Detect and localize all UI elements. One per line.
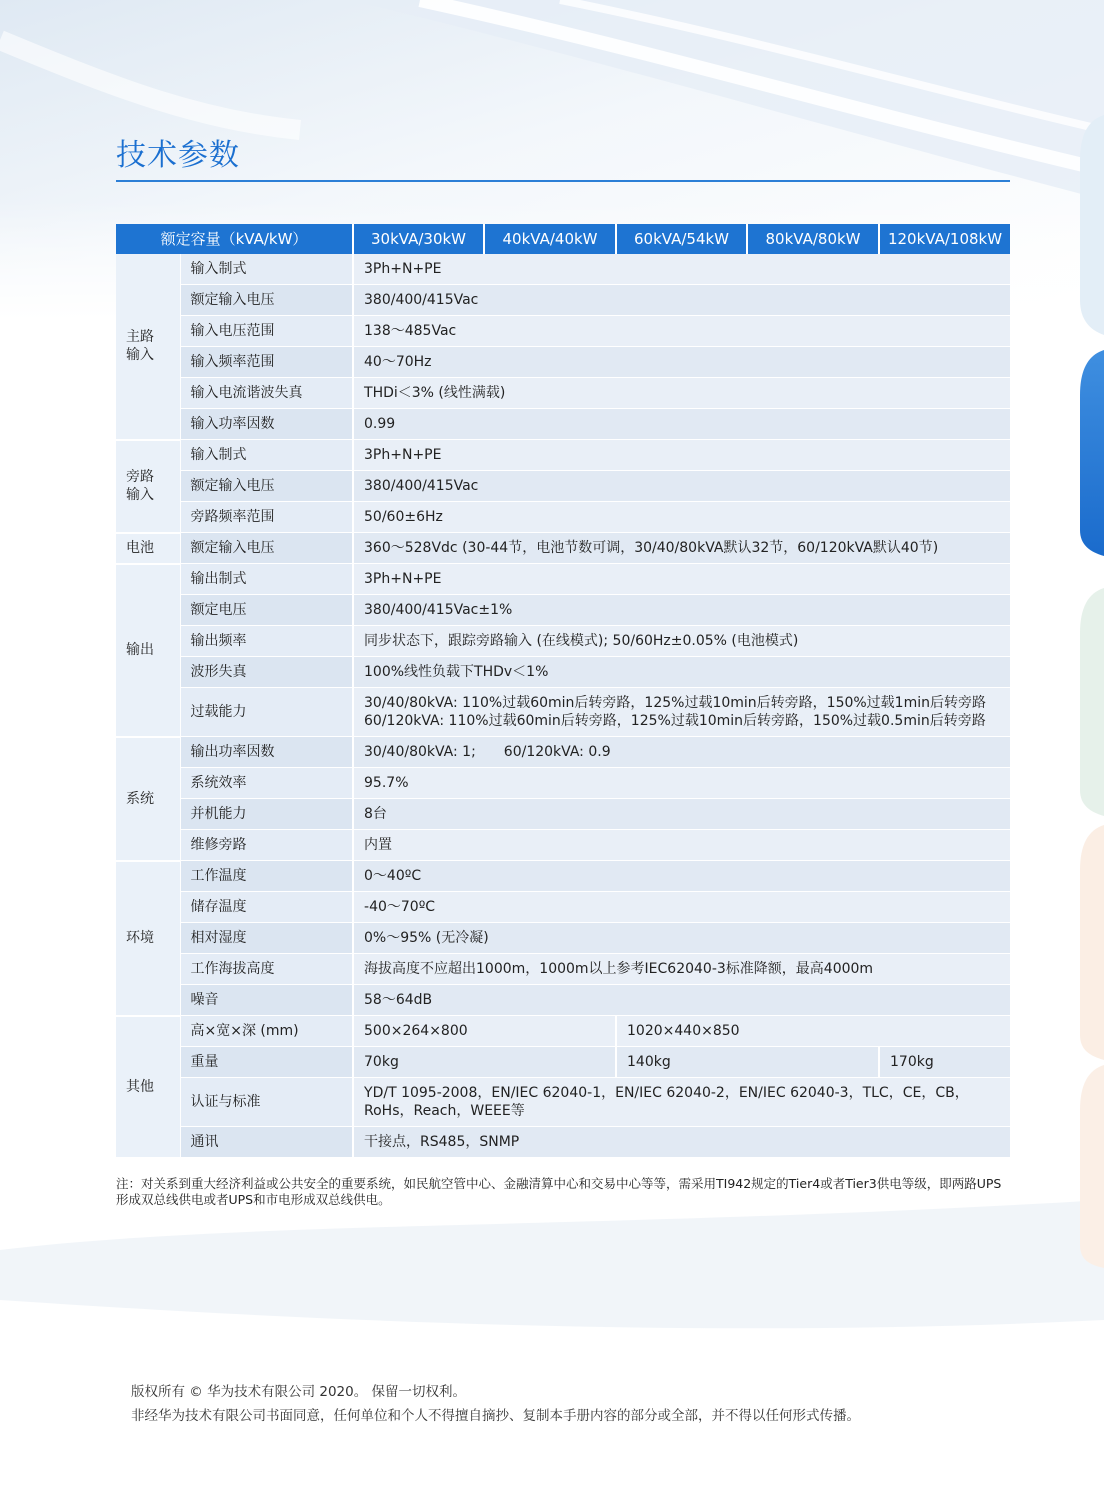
param-value: 58～64dB (353, 985, 1010, 1016)
param-value: 海拔高度不应超出1000m，1000m以上参考IEC62040-3标准降额，最高4000m (353, 954, 1010, 985)
title-divider (116, 180, 1010, 182)
group-label: 环境 (116, 861, 180, 1016)
param-value: 380/400/415Vac (353, 471, 1010, 502)
model-header: 80kVA/80kW (747, 224, 879, 254)
param-value: 30/40/80kVA: 1; 60/120kVA: 0.9 (353, 737, 1010, 768)
group-label: 其他 (116, 1016, 180, 1158)
param-value: -40～70ºC (353, 892, 1010, 923)
param-name: 输入制式 (180, 254, 353, 285)
table-row (116, 409, 1010, 440)
group-label: 电池 (116, 533, 180, 564)
param-value: 140kg (616, 1047, 879, 1078)
param-value: 干接点，RS485，SNMP (353, 1127, 1010, 1158)
param-name: 高×宽×深 (mm) (180, 1016, 353, 1047)
param-name: 并机能力 (180, 799, 353, 830)
table-row (116, 471, 1010, 502)
table-row (116, 830, 1010, 861)
param-name: 工作温度 (180, 861, 353, 892)
param-name: 认证与标准 (180, 1078, 353, 1127)
param-value: 1020×440×850 (616, 1016, 1010, 1047)
param-value: 100%线性负载下THDv＜1% (353, 657, 1010, 688)
param-value: 3Ph+N+PE (353, 254, 1010, 285)
param-value: 380/400/415Vac±1% (353, 595, 1010, 626)
param-name: 输出功率因数 (180, 737, 353, 768)
page-title: 技术参数 (116, 138, 240, 173)
param-name: 储存温度 (180, 892, 353, 923)
table-row (116, 533, 1010, 564)
param-value: 50/60±6Hz (353, 502, 1010, 533)
param-name: 系统效率 (180, 768, 353, 799)
group-name: 旁路 输入 (126, 469, 154, 503)
param-name: 额定输入电压 (180, 533, 353, 564)
param-value: 内置 (353, 830, 1010, 861)
spec-table (116, 224, 1010, 1159)
table-row (116, 502, 1010, 533)
group-label (116, 254, 180, 440)
footnote: 注：对关系到重大经济利益或公共安全的重要系统，如民航空管中心、金融清算中心和交易中心等等，需采用TI942规定的Tier4或者Tier3供电等级，即两路UPS形成双总线供电或者UPS和市电形成双总线供电。 (116, 1176, 1002, 1207)
param-name: 输入电流谐波失真 (180, 378, 353, 409)
param-name: 输入频率范围 (180, 347, 353, 378)
value-line: 60/120kVA: 110%过载60min后转旁路，125%过载10min后转旁路，150%过载0.5min后转旁路 (364, 713, 986, 729)
table-row (116, 1078, 1010, 1127)
param-value: 3Ph+N+PE (353, 440, 1010, 471)
param-name: 额定输入电压 (180, 285, 353, 316)
table-row (116, 737, 1010, 768)
param-value: 138～485Vac (353, 316, 1010, 347)
table-row (116, 954, 1010, 985)
table-row (116, 688, 1010, 737)
param-name: 输入电压范围 (180, 316, 353, 347)
table-row (116, 657, 1010, 688)
param-name: 通讯 (180, 1127, 353, 1158)
table-row (116, 316, 1010, 347)
param-value: 95.7% (353, 768, 1010, 799)
param-name: 重量 (180, 1047, 353, 1078)
copyright-line: 版权所有 © 华为技术有限公司 2020。 保留一切权利。 (131, 1384, 467, 1400)
param-value: 0.99 (353, 409, 1010, 440)
model-header: 60kVA/54kW (616, 224, 747, 254)
param-name: 输出频率 (180, 626, 353, 657)
param-name: 额定输入电压 (180, 471, 353, 502)
param-name: 输入制式 (180, 440, 353, 471)
param-name: 旁路频率范围 (180, 502, 353, 533)
param-value: 380/400/415Vac (353, 285, 1010, 316)
param-name: 额定电压 (180, 595, 353, 626)
table-row (116, 1127, 1010, 1158)
table-row (116, 861, 1010, 892)
param-value: 0～40ºC (353, 861, 1010, 892)
table-row (116, 378, 1010, 409)
param-name: 噪音 (180, 985, 353, 1016)
param-name: 相对湿度 (180, 923, 353, 954)
param-value: THDi＜3% (线性满载) (353, 378, 1010, 409)
table-row (116, 564, 1010, 595)
table-row (116, 768, 1010, 799)
table-row (116, 985, 1010, 1016)
table-row (116, 440, 1010, 471)
disclaimer-line: 非经华为技术有限公司书面同意，任何单位和个人不得擅自摘抄、复制本手册内容的部分或全部，并不得以任何形式传播。 (131, 1408, 860, 1424)
copyright-block (131, 1380, 860, 1428)
param-value (353, 688, 1010, 737)
table-row (116, 626, 1010, 657)
param-value: 同步状态下，跟踪旁路输入 (在线模式); 50/60Hz±0.05% (电池模式) (353, 626, 1010, 657)
value-line: 30/40/80kVA: 110%过载60min后转旁路，125%过载10min后转旁路，150%过载1min后转旁路 (364, 695, 986, 711)
param-name: 工作海拔高度 (180, 954, 353, 985)
value-line: YD/T 1095-2008，EN/IEC 62040-1，EN/IEC 62040-2，EN/IEC 62040-3，TLC，CE，CB， (364, 1085, 969, 1101)
table-row (116, 923, 1010, 954)
param-name: 输入功率因数 (180, 409, 353, 440)
param-value: 40～70Hz (353, 347, 1010, 378)
param-value: 0%～95% (无冷凝) (353, 923, 1010, 954)
model-header: 40kVA/40kW (484, 224, 616, 254)
param-name: 波形失真 (180, 657, 353, 688)
model-header: 120kVA/108kW (879, 224, 1010, 254)
table-row (116, 347, 1010, 378)
group-label (116, 440, 180, 533)
table-row (116, 285, 1010, 316)
param-name: 过载能力 (180, 688, 353, 737)
capacity-header: 额定容量（kVA/kW） (116, 224, 353, 254)
param-value: 8台 (353, 799, 1010, 830)
table-row (116, 254, 1010, 285)
group-name: 主路 输入 (126, 329, 154, 364)
param-value (353, 1078, 1010, 1127)
param-value: 3Ph+N+PE (353, 564, 1010, 595)
group-label: 输出 (116, 564, 180, 737)
table-row (116, 892, 1010, 923)
table-row (116, 595, 1010, 626)
table-header (116, 224, 1010, 254)
param-name: 输出制式 (180, 564, 353, 595)
model-header: 30kVA/30kW (353, 224, 484, 254)
group-label: 系统 (116, 737, 180, 861)
param-value: 170kg (879, 1047, 1010, 1078)
param-value: 500×264×800 (353, 1016, 616, 1047)
param-value: 360～528Vdc (30-44节，电池节数可调，30/40/80kVA默认32节，60/120kVA默认40节) (353, 533, 1010, 564)
param-value: 70kg (353, 1047, 616, 1078)
table-body (116, 254, 1010, 1158)
value-line: RoHs，Reach，WEEE等 (364, 1103, 525, 1119)
table-row (116, 1016, 1010, 1047)
param-name: 维修旁路 (180, 830, 353, 861)
table-row (116, 799, 1010, 830)
table-row (116, 1047, 1010, 1078)
